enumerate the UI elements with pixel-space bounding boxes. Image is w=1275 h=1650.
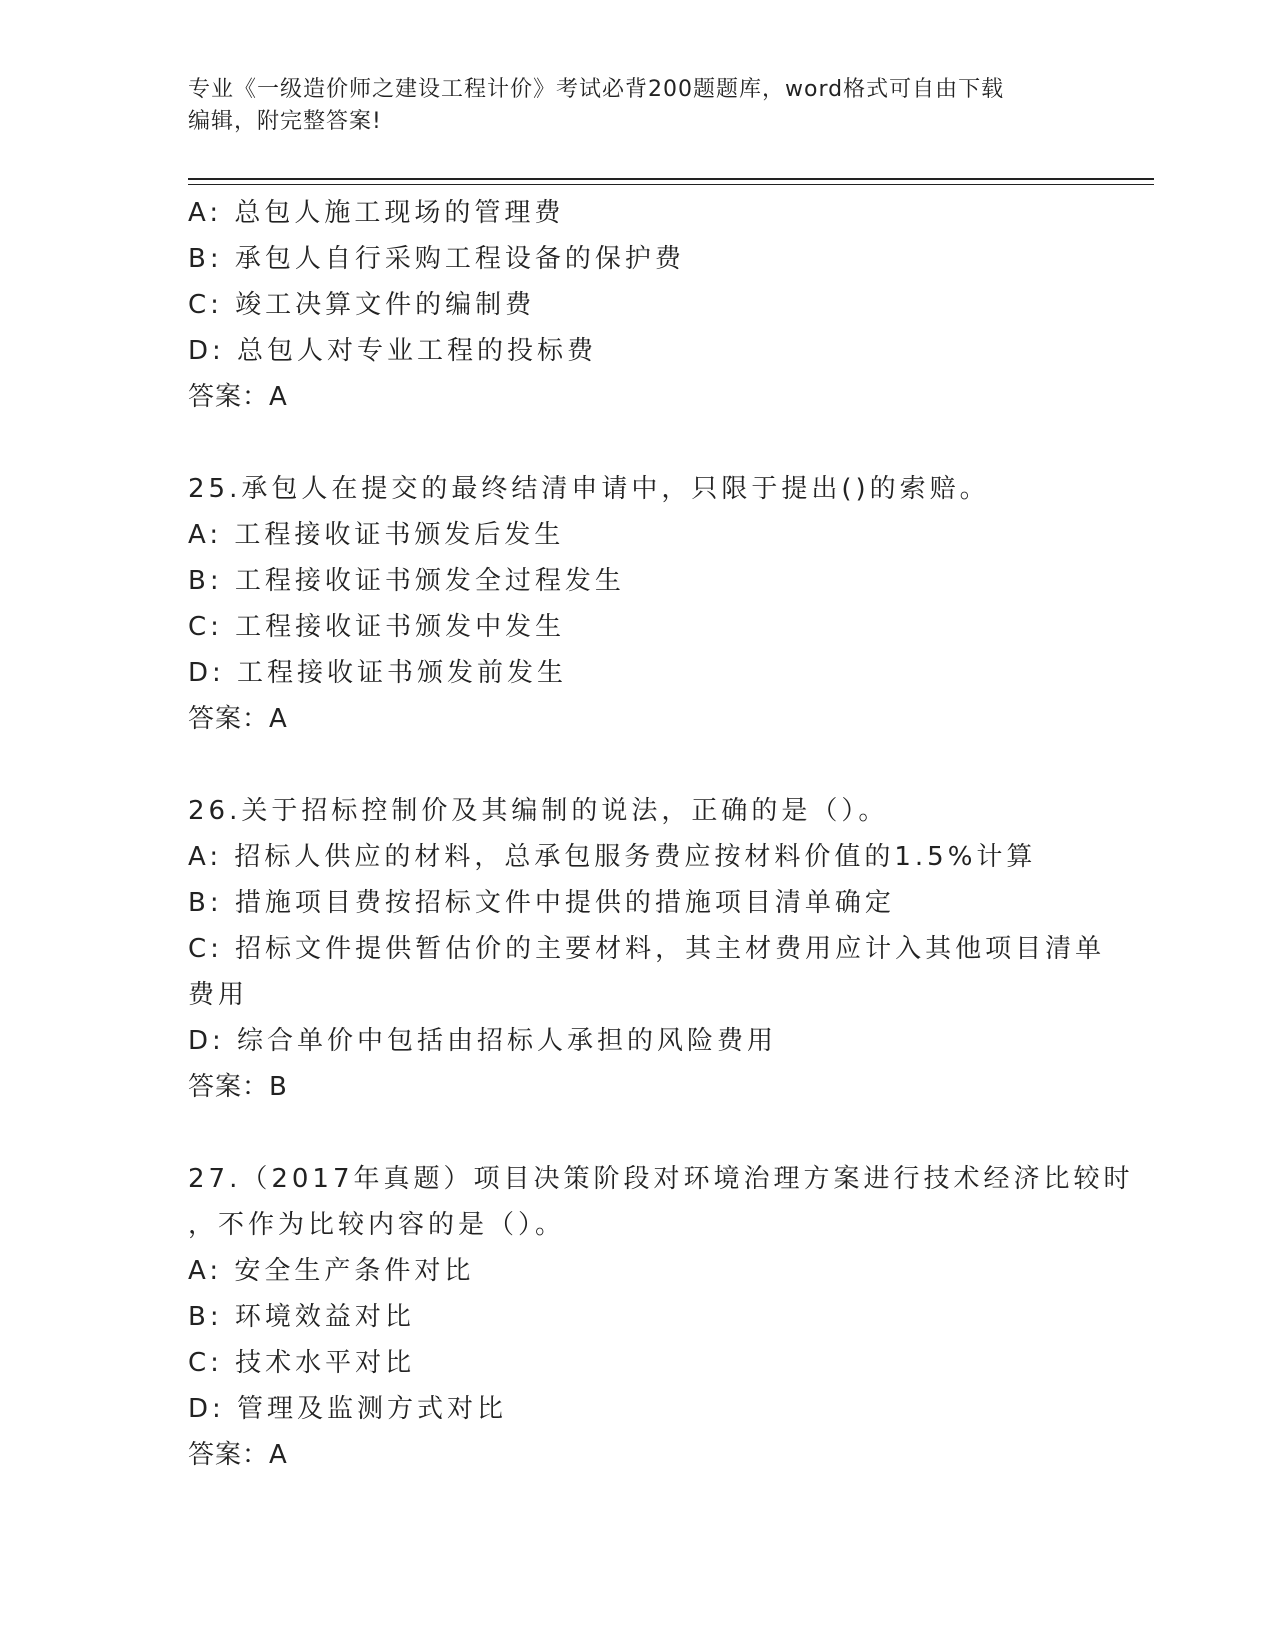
answer-line [188, 696, 1088, 742]
option-c: C: 技术水平对比 [188, 1348, 416, 1378]
answer-value: B [269, 1072, 288, 1102]
question-27 [188, 1156, 1134, 1478]
option-c: C: 招标文件提供暂估价的主要材料，其主材费用应计入其他项目清单 [188, 934, 1106, 964]
answer-label: 答案： [188, 1440, 270, 1470]
option-a: A: 招标人供应的材料，总承包服务费应按材料价值的1.5%计算 [188, 842, 1037, 872]
question-25 [188, 466, 1088, 742]
answer-value: A [269, 1440, 288, 1470]
header-line-1: 专业《一级造价师之建设工程计价》考试必背200题题库，word格式可自由下载 [188, 77, 1005, 102]
option-c: C: 工程接收证书颁发中发生 [188, 612, 566, 642]
option-a: A: 总包人施工现场的管理费 [188, 198, 565, 228]
option-b: B: 措施项目费按招标文件中提供的措施项目清单确定 [188, 888, 895, 918]
answer-label: 答案： [188, 1072, 270, 1102]
answer-label: 答案： [188, 704, 270, 734]
option-c: C: 竣工决算文件的编制费 [188, 290, 536, 320]
option-d: D: 工程接收证书颁发前发生 [188, 658, 568, 688]
question-stem-continued: ，不作为比较内容的是（）。 [188, 1210, 566, 1240]
option-a: A: 安全生产条件对比 [188, 1256, 475, 1286]
question-list [188, 190, 1134, 1524]
answer-value: A [269, 704, 288, 734]
answer-value: A [269, 382, 288, 412]
question-stem: 27.（2017年真题）项目决策阶段对环境治理方案进行技术经济比较时 [188, 1164, 1134, 1194]
header-line-2: 编辑，附完整答案! [188, 109, 382, 134]
answer-line [188, 374, 1088, 420]
question-26 [188, 788, 1106, 1110]
option-b: B: 环境效益对比 [188, 1302, 415, 1332]
question-24 [188, 190, 1088, 420]
option-d: D: 总包人对专业工程的投标费 [188, 336, 598, 366]
option-b: B: 承包人自行采购工程设备的保护费 [188, 244, 685, 274]
answer-label: 答案： [188, 382, 270, 412]
option-b: B: 工程接收证书颁发全过程发生 [188, 566, 625, 596]
header-divider-thin [188, 184, 1154, 185]
question-stem: 25.承包人在提交的最终结清申请中，只限于提出()的索赔。 [188, 474, 990, 504]
header-divider-thick [188, 178, 1154, 180]
option-d: D: 管理及监测方式对比 [188, 1394, 508, 1424]
option-c-continued: 费用 [188, 980, 249, 1010]
answer-line [188, 1432, 1088, 1478]
document-header [188, 74, 1088, 138]
option-d: D: 综合单价中包括由招标人承担的风险费用 [188, 1026, 778, 1056]
question-stem: 26.关于招标控制价及其编制的说法，正确的是（）。 [188, 796, 889, 826]
option-a: A: 工程接收证书颁发后发生 [188, 520, 565, 550]
answer-line [188, 1064, 1088, 1110]
